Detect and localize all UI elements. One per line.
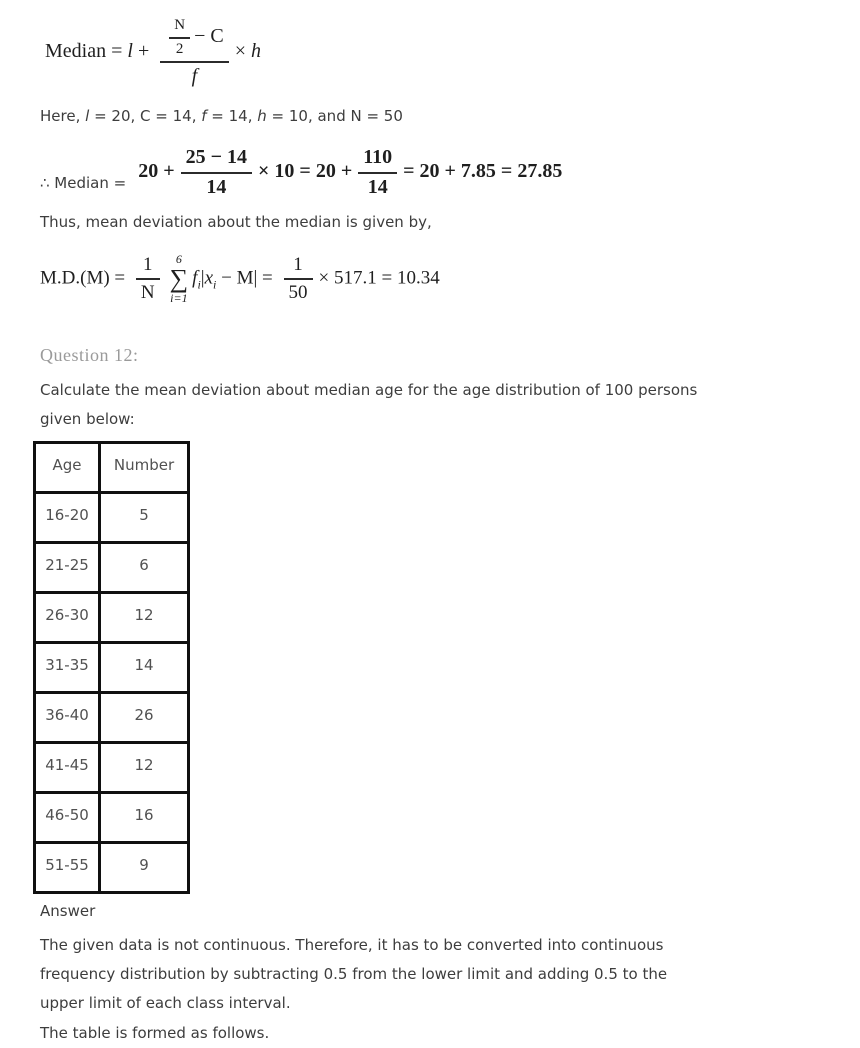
answer-line-2: frequency distribution by subtracting 0.5 from the lower limit and adding 0.5 to the bbox=[40, 965, 668, 983]
question-line-1: Calculate the mean deviation about median age for the age distribution of 100 persons bbox=[40, 381, 698, 399]
var-l: l bbox=[85, 106, 90, 125]
number-cell: 12 bbox=[100, 593, 189, 643]
fraction bbox=[160, 16, 228, 89]
answer-line-3: upper limit of each class interval. bbox=[40, 994, 291, 1012]
formula-text: 20 + bbox=[138, 159, 175, 182]
nested-fraction bbox=[169, 16, 190, 59]
formula-var-x: x bbox=[204, 267, 214, 289]
given-values-line bbox=[40, 102, 820, 131]
fraction bbox=[284, 253, 313, 306]
formula-text: − C bbox=[194, 24, 224, 47]
therefore-median-label: ∴ Median = bbox=[40, 173, 127, 192]
formula-var-f: f bbox=[191, 64, 198, 87]
formula-var-h: h bbox=[250, 39, 261, 62]
age-cell: 46-50 bbox=[35, 793, 100, 843]
text: = 14, bbox=[206, 106, 258, 125]
table-row bbox=[35, 743, 189, 793]
subscript-i: i bbox=[197, 276, 201, 291]
sum-lower-limit: i=1 bbox=[170, 290, 188, 305]
question-text bbox=[40, 376, 820, 434]
formula-var-l: l bbox=[127, 39, 133, 62]
age-cell: 36-40 bbox=[35, 693, 100, 743]
question-line-2: given below: bbox=[40, 410, 135, 428]
age-cell: 26-30 bbox=[35, 593, 100, 643]
fraction-denominator bbox=[160, 61, 228, 89]
number-cell: 16 bbox=[100, 793, 189, 843]
fraction-denominator: 14 bbox=[181, 172, 252, 200]
formula-text: M.D.(M) = bbox=[40, 267, 130, 289]
answer-label: Answer bbox=[40, 902, 96, 920]
calculation-body bbox=[138, 145, 562, 200]
number-cell: 12 bbox=[100, 743, 189, 793]
var-h: h bbox=[257, 106, 267, 125]
fraction-numerator: 1 bbox=[293, 253, 303, 275]
closing-line: The table is formed as follows. bbox=[40, 1024, 270, 1042]
summation-operator bbox=[170, 253, 189, 305]
thus-line: Thus, mean deviation about the median is given by, bbox=[40, 212, 432, 231]
col-header-number: Number bbox=[100, 443, 189, 493]
question-heading: Question 12: bbox=[40, 345, 139, 365]
mean-deviation-formula bbox=[40, 253, 820, 306]
formula-text: + bbox=[132, 39, 155, 62]
text: = 20, C = 14, bbox=[89, 106, 202, 125]
number-cell: 5 bbox=[100, 493, 189, 543]
var-f: f bbox=[201, 106, 207, 125]
formula-text: × 517.1 = 10.34 bbox=[318, 267, 440, 289]
age-cell: 31-35 bbox=[35, 643, 100, 693]
age-cell: 41-45 bbox=[35, 743, 100, 793]
formula-text: Median = bbox=[45, 39, 128, 62]
subscript-i: i bbox=[213, 276, 217, 291]
col-header-age: Age bbox=[35, 443, 100, 493]
answer-paragraph bbox=[40, 931, 820, 1018]
number-cell: 26 bbox=[100, 693, 189, 743]
table-row bbox=[35, 693, 189, 743]
formula-text: − M| = bbox=[216, 267, 278, 289]
answer-line-1: The given data is not continuous. Therefore, it has to be converted into continuous bbox=[40, 936, 664, 954]
table-row bbox=[35, 643, 189, 693]
formula-text: × bbox=[234, 39, 251, 62]
table-row bbox=[35, 493, 189, 543]
age-cell: 16-20 bbox=[35, 493, 100, 543]
table-row bbox=[35, 793, 189, 843]
fraction-numerator: 25 − 14 bbox=[185, 145, 248, 168]
age-cell: 51-55 bbox=[35, 843, 100, 893]
fraction-numerator: N bbox=[174, 17, 186, 33]
fraction-numerator: 110 bbox=[363, 145, 393, 168]
age-cell: 21-25 bbox=[35, 543, 100, 593]
table-row bbox=[35, 593, 189, 643]
median-formula bbox=[45, 16, 820, 89]
formula-text: = 20 + 7.85 = 27.85 bbox=[403, 159, 563, 182]
fraction bbox=[181, 145, 252, 200]
formula-text: | bbox=[200, 267, 205, 289]
text: = 10, and N = 50 bbox=[266, 106, 403, 125]
fraction-denominator: 50 bbox=[284, 278, 313, 305]
fraction-numerator bbox=[160, 16, 228, 61]
fraction-numerator: 1 bbox=[143, 253, 153, 275]
formula-var-f: f bbox=[192, 267, 198, 289]
table-header-row bbox=[35, 443, 189, 493]
median-calculation bbox=[40, 145, 820, 200]
number-cell: 6 bbox=[100, 543, 189, 593]
table-row bbox=[35, 543, 189, 593]
formula-text: × 10 = 20 + bbox=[258, 159, 353, 182]
sum-upper-limit: 6 bbox=[175, 251, 182, 266]
sigma-symbol: ∑ bbox=[169, 263, 189, 293]
fraction bbox=[358, 145, 397, 200]
number-cell: 14 bbox=[100, 643, 189, 693]
fraction-denominator: 14 bbox=[358, 172, 397, 200]
fraction-denominator: 2 bbox=[169, 37, 190, 59]
number-cell: 9 bbox=[100, 843, 189, 893]
age-number-table bbox=[33, 441, 190, 894]
fraction-denominator: N bbox=[136, 278, 160, 305]
text: Here, bbox=[40, 106, 86, 125]
fraction bbox=[136, 253, 160, 306]
table-row bbox=[35, 843, 189, 893]
